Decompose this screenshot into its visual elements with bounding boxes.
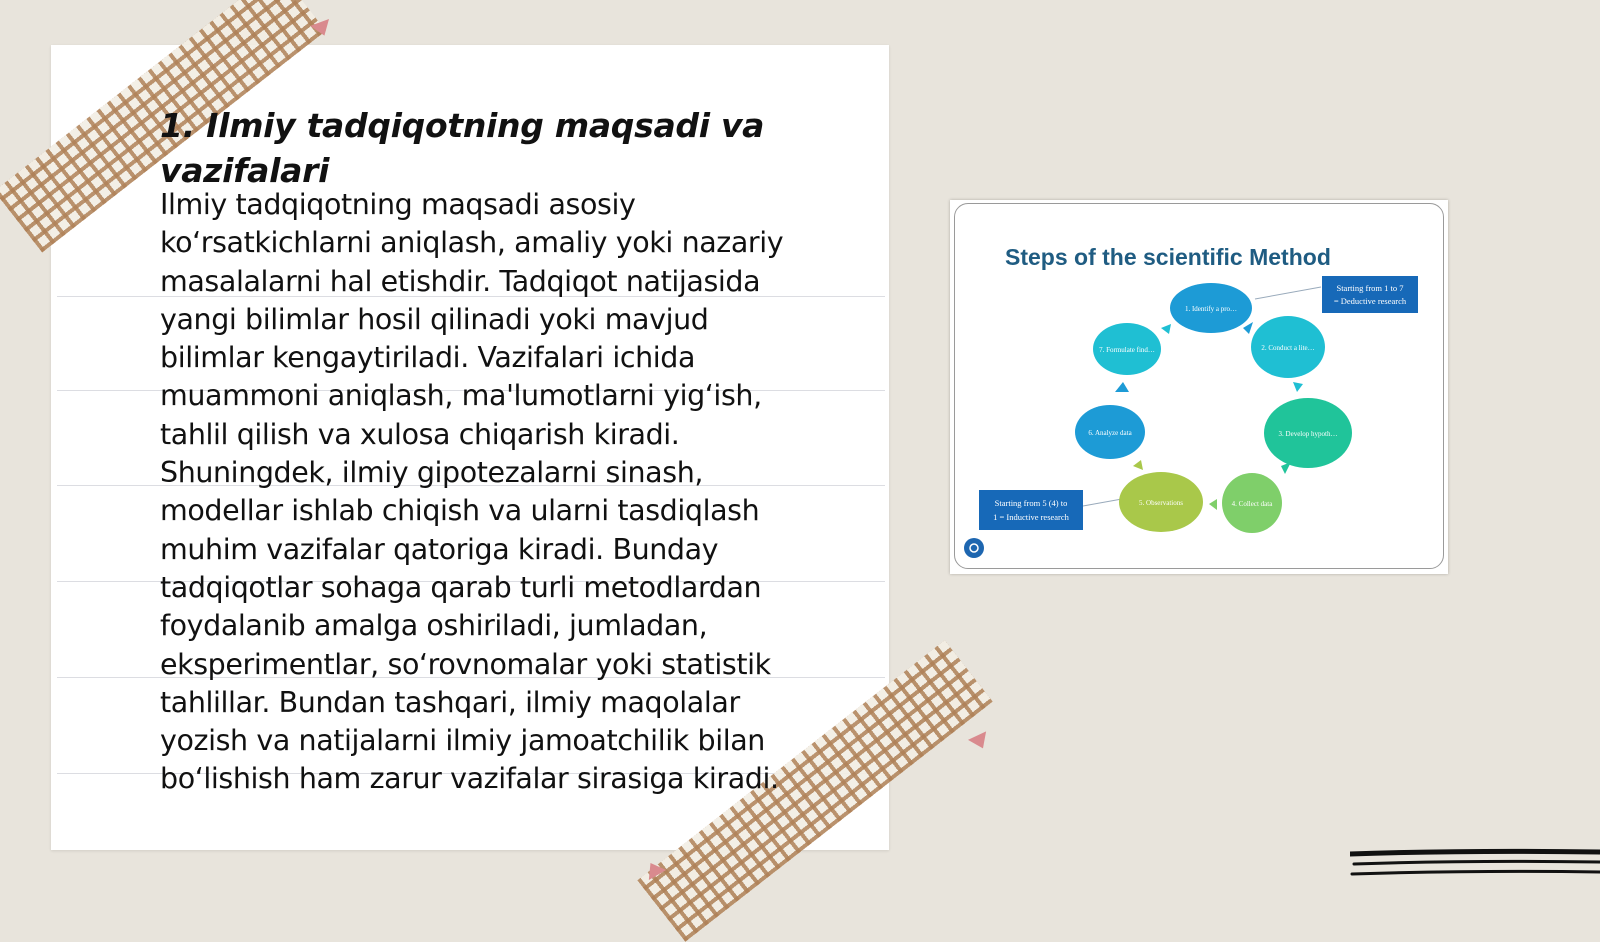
section-title: 1. Ilmiy tadqiqotning maqsadi va vazifalari — [160, 106, 765, 190]
body-line: yangi bilimlar hosil qilinadi yoki mavjud — [160, 302, 709, 336]
step-label: 3. Develop hypoth… — [1278, 430, 1338, 438]
step-label: 1. Identify a pro… — [1184, 305, 1238, 313]
slide-image-card — [950, 200, 1448, 574]
tape-pin-icon — [968, 731, 992, 752]
body-line: bo‘lishish ham zarur vazifalar sirasiga kiradi. — [160, 762, 779, 796]
cycle-arrow-icon — [1243, 322, 1253, 334]
body-line: tahlillar. Bundan tashqari, ilmiy maqolalar — [160, 685, 740, 719]
body-line: modellar ishlab chiqish va ularni tasdiqlash — [160, 494, 760, 528]
body-paragraph — [160, 186, 840, 799]
cycle-arrow-icon — [1133, 460, 1143, 470]
slide-frame — [954, 203, 1444, 569]
cycle-arrow-icon — [1209, 499, 1217, 510]
deductive-callout — [1322, 276, 1418, 313]
body-line: muhim vazifalar qatoriga kiradi. Bunday — [160, 532, 719, 566]
cycle-arrow-icon — [1281, 462, 1291, 474]
body-line: yozish va natijalarni ilmiy jamoatchilik bilan — [160, 724, 765, 758]
body-line: masalalarni hal etishdir. Tadqiqot natijasida — [160, 264, 761, 298]
callout-line: = Deductive research — [1333, 296, 1407, 306]
step-label: 5. Observations — [1139, 499, 1183, 507]
callout-line: Starting from 1 to 7 — [1336, 283, 1404, 293]
body-line: ko‘rsatkichlarni aniqlash, amaliy yoki nazariy — [160, 226, 784, 260]
cycle-arrow-icon — [1115, 382, 1129, 392]
step-label: 4. Collect data — [1231, 500, 1273, 508]
body-line: foydalanib amalga oshiriladi, jumladan, — [160, 609, 708, 643]
body-line: tahlil qilish va xulosa chiqarish kiradi. — [160, 417, 680, 451]
body-line: tadqiqotlar sohaga qarab turli metodlardan — [160, 570, 762, 604]
logo-badge-icon — [964, 538, 984, 558]
callout-line: Starting from 5 (4) to — [994, 498, 1068, 508]
decorative-marker-lines — [1350, 848, 1600, 888]
slide-title: Steps of the scientific Method — [1005, 244, 1331, 270]
cycle-arrow-icon — [1161, 324, 1171, 334]
callout-line: 1 = Inductive research — [993, 512, 1069, 522]
body-line: Shuningdek, ilmiy gipotezalarni sinash, — [160, 456, 704, 490]
body-line: eksperimentlar, so‘rovnomalar yoki statistik — [160, 647, 771, 681]
inductive-callout — [979, 490, 1083, 530]
cycle-arrow-icon — [1293, 382, 1303, 392]
step-label: 7. Formulate find… — [1099, 346, 1155, 354]
step-label: 2. Conduct a lite… — [1261, 344, 1315, 352]
body-line: bilimlar kengaytiriladi. Vazifalari ichida — [160, 341, 696, 375]
step-label: 6. Analyze data — [1088, 429, 1132, 437]
body-line: muammoni aniqlash, ma'lumotlarni yig‘ish, — [160, 379, 762, 413]
body-line: Ilmiy tadqiqotning maqsadi asosiy — [160, 188, 636, 221]
